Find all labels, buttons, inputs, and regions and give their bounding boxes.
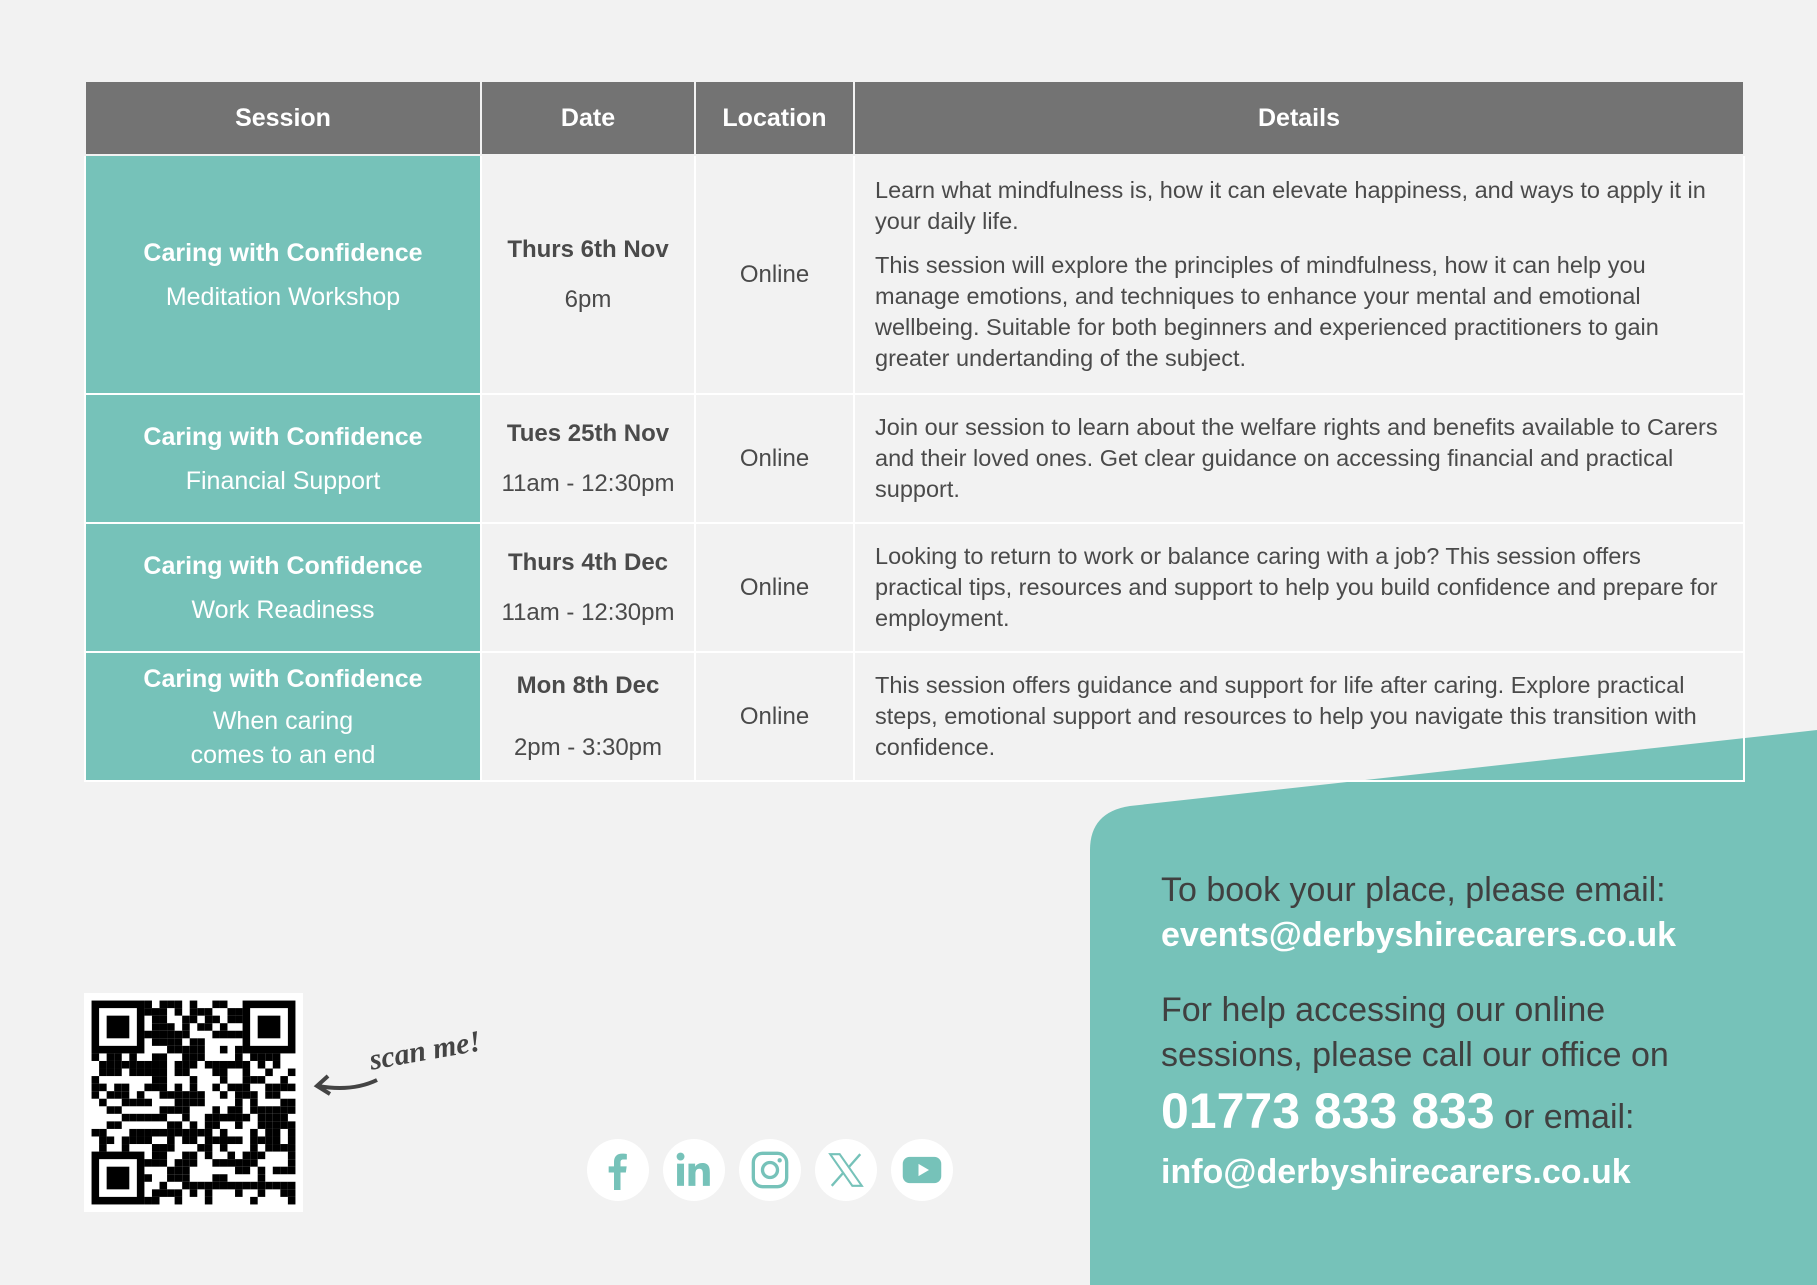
- details-cell: [854, 523, 1744, 652]
- qr-code-pattern: [84, 993, 303, 1212]
- session-cell: [85, 394, 481, 523]
- booking-text: To book your place, please email:: [1161, 871, 1666, 909]
- details-text: Looking to return to work or balance caring with a job? This session offers practical tips, resources and support to help you build confidence and prepare for employment.: [875, 543, 1718, 631]
- info-email-link[interactable]: info@derbyshirecarers.co.uk: [1161, 1153, 1631, 1191]
- session-title: Caring with Confidence: [143, 551, 423, 580]
- or-email-text: or email:: [1504, 1098, 1635, 1136]
- x-icon[interactable]: [815, 1139, 877, 1201]
- details-text: This session offers guidance and support for life after caring. Explore practical steps, emotional support and resources to help you navigate this transition with confidence.: [875, 672, 1697, 760]
- booking-email-link[interactable]: events@derbyshirecarers.co.uk: [1161, 916, 1677, 954]
- help-text-line2: sessions, please call our office on: [1161, 1036, 1669, 1074]
- location-cell: Online: [695, 394, 854, 523]
- facebook-icon[interactable]: [587, 1139, 649, 1201]
- session-date: Tues 25th Nov: [506, 419, 670, 447]
- header-details: Details: [854, 81, 1744, 155]
- date-cell: [481, 394, 695, 523]
- location-cell: Online: [695, 155, 854, 394]
- header-session: Session: [85, 81, 481, 155]
- details-text: This session will explore the principles of mindfulness, how it can help you manage emotions, and techniques to enhance your mental and emotional wellbeing. Suitable for both beginners and experienced practitioners to gain greater undertanding of the subject.: [875, 252, 1659, 371]
- date-cell: [481, 652, 695, 781]
- session-cell: [85, 523, 481, 652]
- linkedin-icon[interactable]: [663, 1139, 725, 1201]
- header-location: Location: [695, 81, 854, 155]
- scan-me-caption: scan me!: [366, 1024, 484, 1077]
- location-cell: Online: [695, 652, 854, 781]
- header-date: Date: [481, 81, 695, 155]
- session-cell: [85, 652, 481, 781]
- sessions-table: [84, 80, 1745, 782]
- instagram-icon[interactable]: [739, 1139, 801, 1201]
- details-text: Join our session to learn about the welfare rights and benefits available to Carers and their loved ones. Get clear guidance on accessing financial and practical support.: [875, 414, 1718, 502]
- session-time: 11am - 12:30pm: [501, 469, 675, 497]
- help-text-line1: For help accessing our online: [1161, 991, 1606, 1029]
- session-title: Caring with Confidence: [143, 422, 423, 451]
- session-subtitle: When caring comes to an end: [190, 706, 376, 769]
- session-title: Caring with Confidence: [143, 238, 423, 267]
- table-row: [85, 523, 1744, 652]
- session-subtitle: Work Readiness: [191, 595, 375, 624]
- session-time: 2pm - 3:30pm: [513, 733, 663, 761]
- scan-me-arrow: [312, 1024, 484, 1110]
- details-cell: [854, 394, 1744, 523]
- session-date: Mon 8th Dec: [516, 671, 660, 699]
- contact-info: [1161, 868, 1801, 1195]
- session-subtitle: Meditation Workshop: [165, 282, 401, 311]
- session-cell: [85, 155, 481, 394]
- session-date: Thurs 4th Dec: [507, 548, 669, 576]
- table-header-row: [85, 81, 1744, 155]
- date-cell: [481, 523, 695, 652]
- location-cell: Online: [695, 523, 854, 652]
- qr-code[interactable]: [84, 993, 303, 1212]
- phone-number[interactable]: 01773 833 833: [1161, 1083, 1495, 1139]
- session-time: 11am - 12:30pm: [501, 598, 675, 626]
- details-text: Learn what mindfulness is, how it can elevate happiness, and ways to apply it in your daily life.: [875, 177, 1706, 234]
- date-cell: [481, 155, 695, 394]
- table-row: [85, 652, 1744, 781]
- session-date: Thurs 6th Nov: [507, 235, 669, 263]
- table-row: [85, 394, 1744, 523]
- session-time: 6pm: [564, 285, 612, 313]
- social-links: [587, 1139, 953, 1201]
- details-cell: [854, 155, 1744, 394]
- session-subtitle: Financial Support: [185, 466, 381, 495]
- session-title: Caring with Confidence: [143, 664, 423, 693]
- details-cell: [854, 652, 1744, 781]
- table-row: [85, 155, 1744, 394]
- youtube-icon[interactable]: [891, 1139, 953, 1201]
